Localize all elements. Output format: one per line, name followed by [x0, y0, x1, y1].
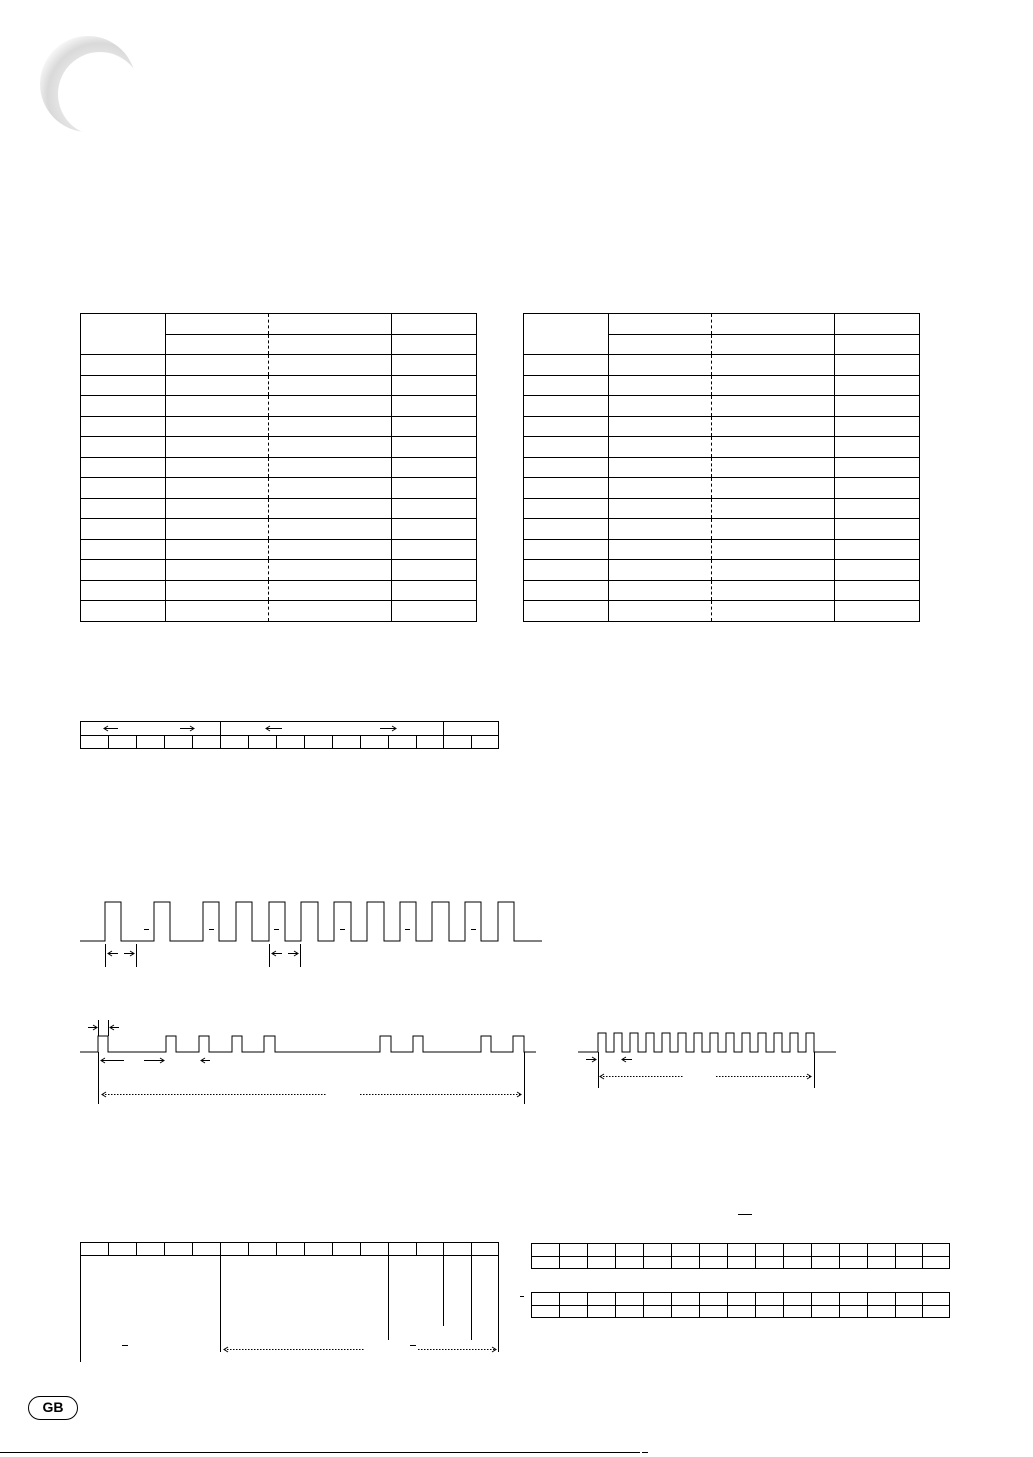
bit-grid-upper	[531, 1243, 950, 1269]
gb-oval-icon	[28, 1396, 78, 1420]
repeat-markers	[586, 1052, 815, 1088]
frame-span-dotted	[102, 1092, 521, 1097]
strip-ticks	[109, 736, 472, 749]
pulse-dimension-markers	[106, 944, 301, 967]
pulse-train-frame	[80, 1020, 536, 1104]
code-format-strip	[80, 721, 499, 749]
bit-grid-lower	[531, 1292, 950, 1318]
strip-arrows	[104, 726, 396, 731]
bottom-rule-tick	[642, 1452, 648, 1453]
frame-markers	[88, 1020, 525, 1104]
region-badge-label: GB	[42, 1399, 64, 1415]
bottom-rule	[0, 1452, 640, 1453]
pulse-train-repeat	[578, 1033, 836, 1088]
pulse-train-main	[80, 902, 542, 967]
bit-frame-ticks	[109, 1243, 417, 1255]
bit-frame-diagram	[81, 1243, 499, 1363]
